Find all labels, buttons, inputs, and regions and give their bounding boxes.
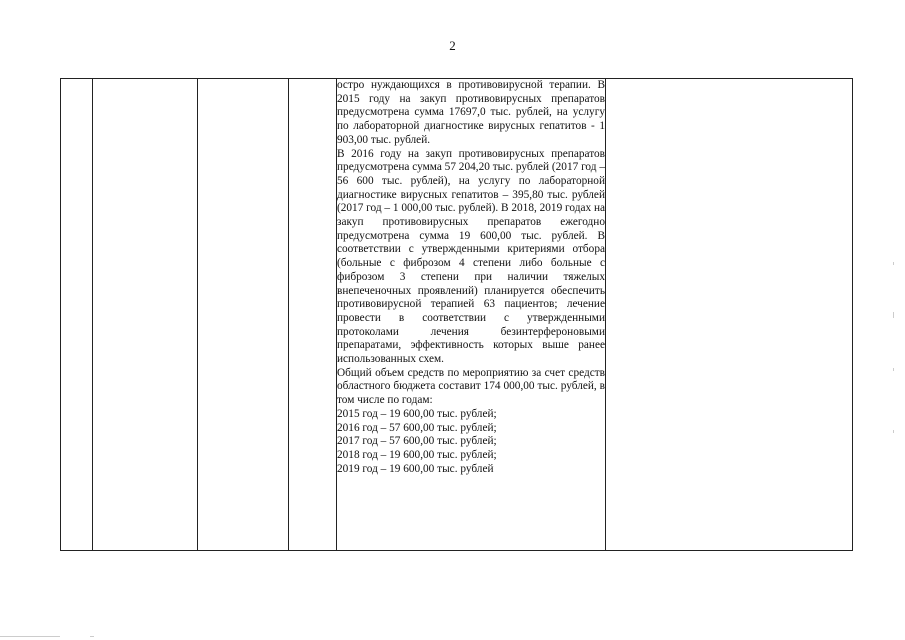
scan-artifact-dot: [893, 312, 894, 318]
scan-artifact-dot: [893, 368, 894, 371]
table-cell-name: [93, 79, 198, 551]
scan-artifact-line: [0, 636, 60, 637]
table-cell-term: [289, 79, 337, 551]
scan-artifact-dot: [893, 430, 894, 433]
year-amount-line: 2016 год – 57 600,00 тыс. рублей;: [337, 421, 497, 434]
program-table: [60, 78, 853, 551]
scan-artifact-dot: [893, 262, 894, 265]
description-paragraph: Общий объем средств по мероприятию за счет средств областного бюджета составит 174 000,00 тыс. рублей, в том числе по годам:: [337, 366, 605, 407]
description-paragraph: В 2016 году на закуп противовирусных препаратов предусмотрена сумма 57 204,20 тыс. рублей (2017 год – 56 600 тыс. рублей), на услугу по лабораторной диагностике вирусных гепатитов – 395,80 тыс. рублей (2017 год – 1 000,00 тыс. рублей). В 2018, 2019 годах на закуп противовирусных препаратов ежегодно предусмотрена сумма 19 600,00 тыс. рублей. В соответствии с утвержденными критериями отбора (больные с фиброзом 4 степени либо больные с фиброзом 3 степени при наличии тяжелых внепеченочных проявлений) планируется обеспечить противовирусной терапией 63 пациентов; лечение провести в соответствии с утвержденными протоколами лечения безинтерфероновыми препаратами, эффективность которых выше ранее использованных схем.: [337, 147, 606, 366]
year-amount-line: 2017 год – 57 600,00 тыс. рублей;: [337, 435, 497, 448]
table-cell-number: [61, 79, 93, 551]
page-number: 2: [449, 38, 456, 53]
table-cell-executor: [198, 79, 289, 551]
year-amount-line: 2018 год – 19 600,00 тыс. рублей;: [337, 448, 497, 461]
scan-artifact-dot: [90, 636, 94, 637]
table-cell-result: [606, 79, 853, 551]
year-amount-line: 2015 год – 19 600,00 тыс. рублей;: [337, 407, 497, 420]
table-row: [61, 79, 853, 551]
description-paragraph: остро нуждающихся в противовирусной терапии. В 2015 году на закуп противовирусных препаратов предусмотрена сумма 17697,0 тыс. рублей, на услугу по лабораторной диагностике вирусных гепатитов - 1 903,00 тыс. рублей.: [337, 79, 605, 146]
table-cell-description: [337, 79, 606, 551]
year-amount-line: 2019 год – 19 600,00 тыс. рублей: [337, 462, 494, 475]
